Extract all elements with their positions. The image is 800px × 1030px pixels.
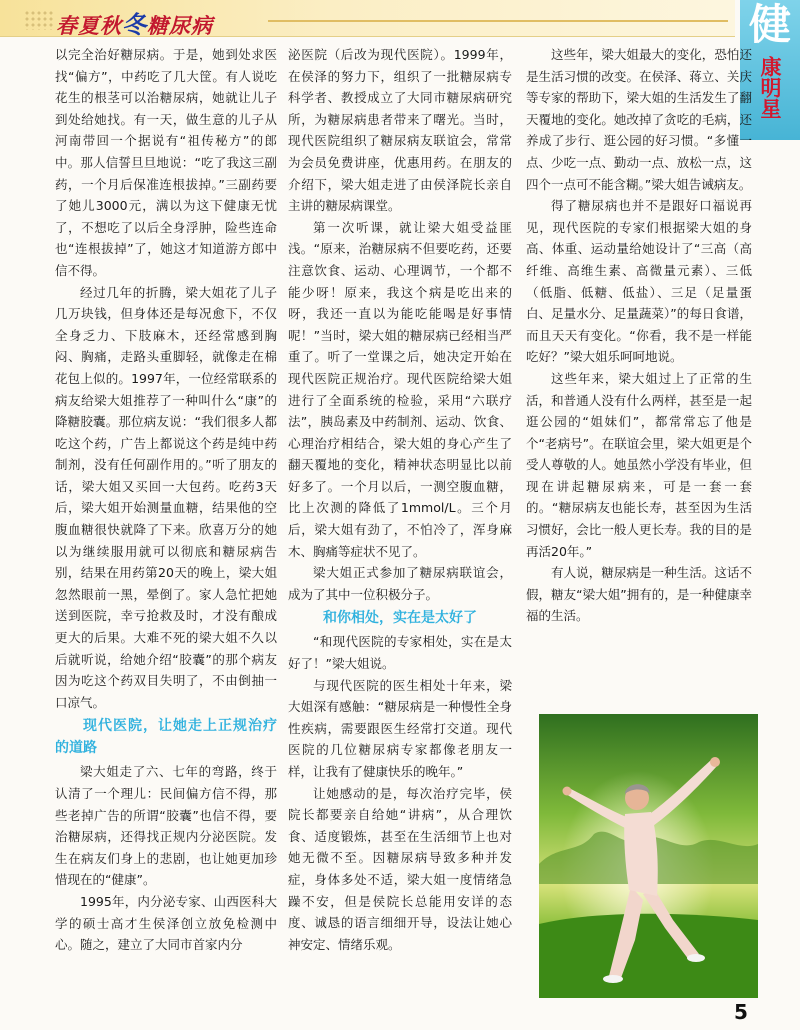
masthead-winter: 冬	[122, 10, 147, 39]
badge-small-text: 康明星	[758, 56, 782, 119]
paragraph: 经过几年的折腾，梁大姐花了儿子几万块钱，但身体还是每况愈下，不仅全身乏力、下肢麻木，还经常感到胸闷、胸痛，走路头重脚轻，就像走在棉花包上似的。1997年，一位经常联系的病友给梁大姐推荐了一种叫什么“康”的降糖胶囊。那位病友说：“我们很多人都吃这个药，广告上都说这个药是纯中药制剂，没有任何副作用的。”听了朋友的话，梁大姐又买回一大包药。吃药3天后，梁大姐开始测量血糖，结果他的空腹血糖很快就降了下来。欣喜万分的她以为继续服用就可以彻底和糖尿病告别，结果在用药第20天的晚上，梁大姐忽然眼前一黑，晕倒了。家人急忙把她送到医院，幸亏抢救及时，才没有酿成更大的后果。大难不死的梁大姐不久以后就听说，给她介绍“胶囊”的那个病友因为吃这个药双目失明了，不由倒抽一口凉气。	[55, 284, 277, 710]
article-column-3	[526, 44, 752, 627]
paragraph: 以完全治好糖尿病。于是，她到处求医找“偏方”，中药吃了几大筐。有人说吃花生的根茎可以治糖尿病，她就让儿子到处给她找。有一天，做生意的儿子从河南带回一个据说有“祖传秘方”的郎中。那人信誓旦旦地说：“吃了我这三副药，一个月后保准连根拔掉。”三副药要了她儿3000元，满以为这下健康无忧了，不想吃了以后全身浮肿，险些连命也“连根拔掉”了，她这才知道游方郎中信不得。	[55, 47, 277, 278]
photo-illustration	[539, 714, 758, 998]
paragraph: 这些年，梁大姐最大的变化，恐怕还是生活习惯的改变。在侯泽、蒋立、关庆等专家的帮助下，梁大姐的生活发生了翻天覆地的变化。她改掉了贪吃的毛病，还养成了步行、逛公园的好习惯。“多懂一点、少吃一点、勤动一点、放松一点，这四个一点可不能含糊。”梁大姐告诫病友。	[526, 47, 752, 192]
tai-chi-photo	[539, 714, 758, 998]
paragraph: “和现代医院的专家相处，实在是太好了！”梁大姐说。	[288, 634, 512, 672]
paragraph: 泌医院（后改为现代医院）。1999年，在侯泽的努力下，组织了一批糖尿病专科学者、教授成立了大同市糖尿病研究所，为糖尿病患者带来了曙光。当时，现代医院组织了糖尿病友联谊会，常常为会员免费讲座，优惠用药。在朋友的介绍下，梁大姐走进了由侯泽院长亲自主讲的糖尿病课堂。	[288, 47, 512, 214]
paragraph: 这些年来，梁大姐过上了正常的生活，和普通人没有什么两样，甚至是一起逛公园的“姐妹们”，都常常忘了他是个“老病号”。在联谊会里，梁大姐更是个受人尊敬的人。她虽然小学没有毕业，但现在讲起糖尿病来，可是一套一套的。“糖尿病友也能长寿，甚至因为生活习惯好，会比一般人更长寿。我的目的是再活20年。”	[526, 370, 752, 559]
paragraph: 得了糖尿病也并不是跟好口福说再见，现代医院的专家们根据梁大姐的身高、体重、运动量给她设计了“三高（高纤维、高维生素、高微量元素）、三低（低脂、低糖、低盐）、三足（足量蛋白、足量水分、足量蔬菜）”的每日食谱，而且天天有变化。“你看，我不是一样能吃好？”梁大姐乐呵呵地说。	[526, 198, 752, 365]
paragraph: 1995年，内分泌专家、山西医科大学的硕士高才生侯泽创立放免检测中心。随之，建立了大同市首家内分	[55, 893, 277, 953]
header-bar	[0, 0, 735, 37]
article-column-1	[55, 44, 277, 956]
header-rule	[268, 20, 728, 22]
paragraph: 梁大姐走了六、七年的弯路，终于认清了一个理儿：民间偏方信不得，那些老掉广告的所谓“胶囊”也信不得，要治糖尿病，还得找正规内分泌医院。发生在病友们身上的悲剧，也让她更加珍惜现在的“健康”。	[55, 764, 277, 888]
header-dot-pattern	[24, 10, 54, 30]
section-heading: 和你相处，实在是太好了	[323, 610, 477, 627]
section-heading: 现代医院，让她走上正规治疗的道路	[55, 718, 277, 757]
masthead-title	[56, 5, 213, 40]
paragraph: 梁大姐正式参加了糖尿病联谊会，成为了其中一位积极分子。	[288, 565, 512, 602]
masthead-post: 糖尿病	[147, 13, 213, 38]
paragraph: 让她感动的是，每次治疗完毕，侯院长都要亲自给她“讲病”，从合理饮食、适度锻炼，甚至在生活细节上也对她无微不至。因糖尿病导致多种并发症，身体多处不适，梁大姐一度情绪急躁不安，但是侯院长总能用安详的态度、诚恳的语言细细开导，设法让她心神安定、情绪乐观。	[288, 785, 512, 952]
article-column-2	[288, 44, 512, 955]
paragraph: 第一次听课，就让梁大姐受益匪浅。“原来，治糖尿病不但要吃药，还要注意饮食、运动、心理调节，一个都不能少呀！原来，我这个病是吃出来的呀，我还一直以为能吃能喝是好事情呢！”当时，梁大姐的糖尿病已经相当严重了。听了一堂课之后，她决定开始在现代医院正规治疗。现代医院给梁大姐进行了全面系统的检验，采用“六联疗法”，胰岛素及中药制剂、运动、饮食、心理治疗相结合，梁大姐的身心产生了翻天覆地的变化，精神状态明显比以前好多了。一个月以后，一测空腹血糖，比上次测的降低了1mmol/L。三个月后，梁大姐有劲了，不怕冷了，浑身麻木、胸痛等症状不见了。	[288, 219, 512, 559]
paragraph: 与现代医院的医生相处十年来，梁大姐深有感触：“糖尿病是一种慢性全身性疾病，需要跟医生经常打交道。现代医院的几位糖尿病专家都像老朋友一样，让我有了健康快乐的晚年。”	[288, 677, 512, 779]
masthead-pre: 春夏秋	[56, 13, 122, 38]
badge-big-char: 健	[748, 0, 791, 49]
paragraph: 有人说，糖尿病是一种生活。这话不假，糖友“梁大姐”拥有的，是一种健康幸福的生活。	[526, 565, 752, 624]
page-number: 5	[734, 1000, 748, 1024]
